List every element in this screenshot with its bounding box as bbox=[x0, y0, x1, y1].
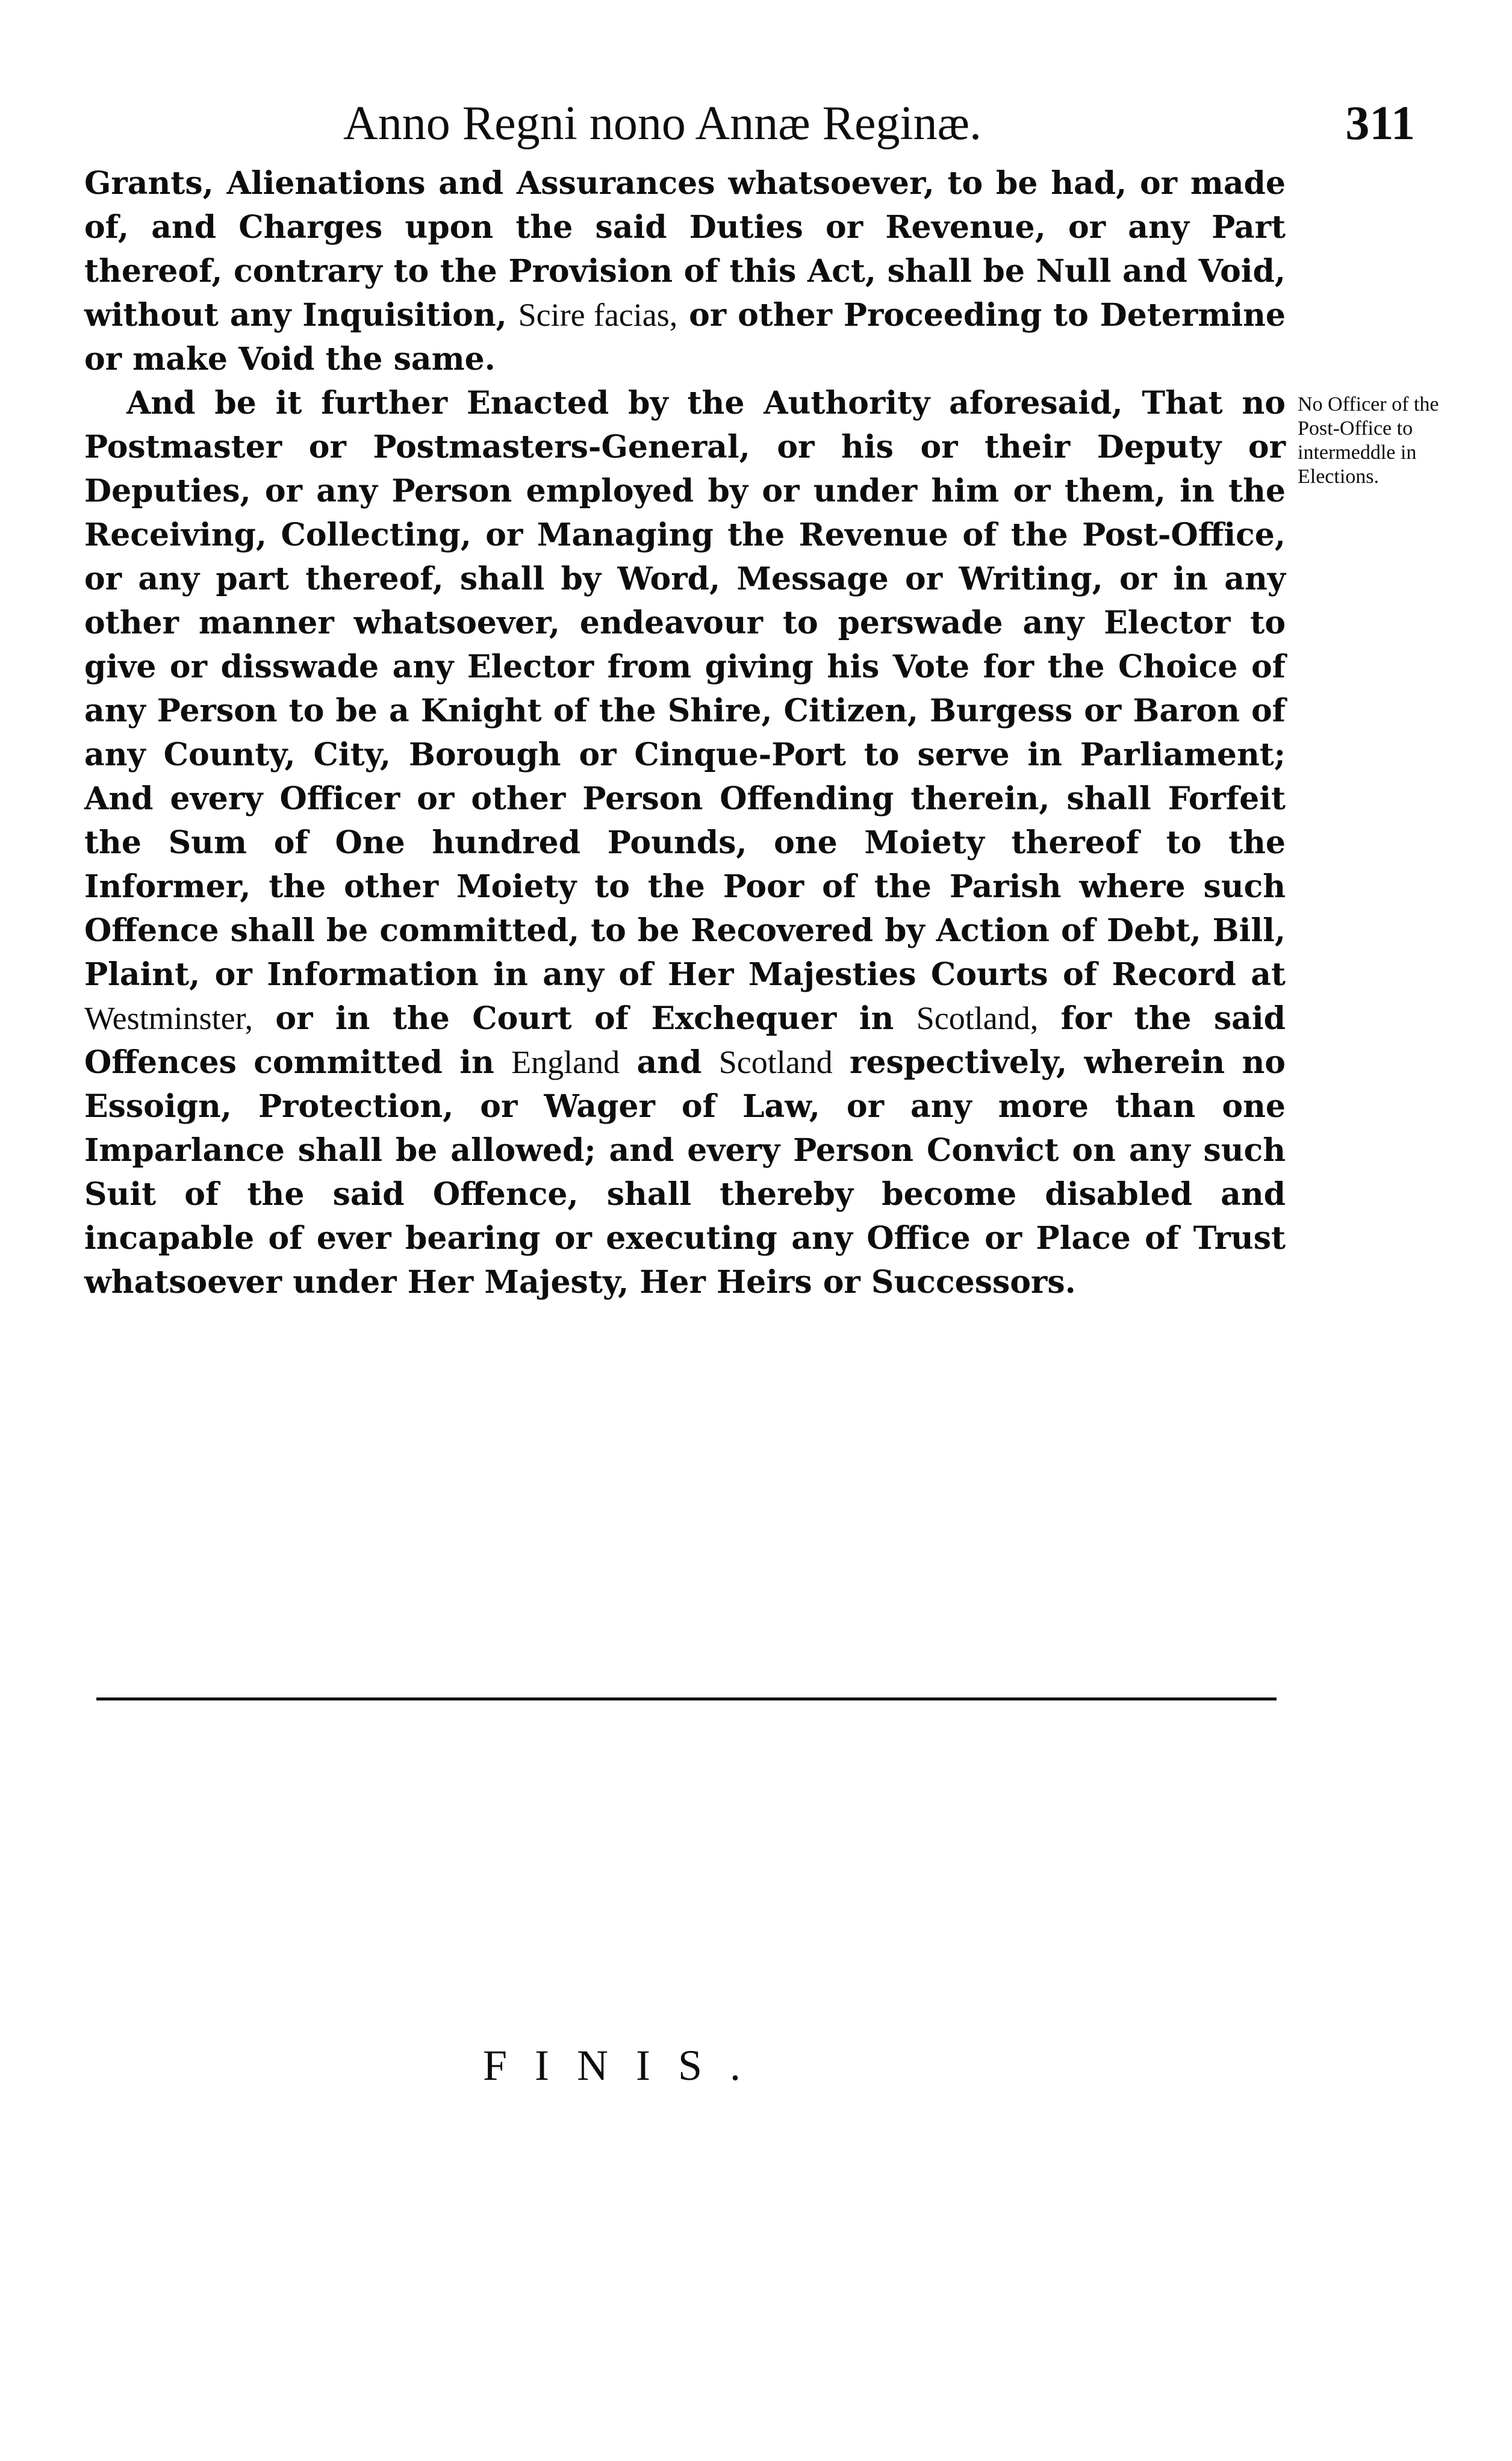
place-name-england: England bbox=[511, 1044, 620, 1080]
place-name-westminster: Westminster, bbox=[84, 1000, 253, 1036]
place-name-scotland-2: Scotland bbox=[718, 1044, 833, 1080]
paragraph-grants-text-2: or other Proceeding to Determine or make Void the same. bbox=[84, 297, 1286, 378]
page-number: 311 bbox=[1345, 97, 1415, 150]
paragraph-enactment-text-5: respectively, wherein no Essoign, Protection, or Wager of Law, or any more than one Imparlance shall be allowed; and every Person Convict on any such Suit of the said Offence, shall thereby become disabled and incapable of ever bearing or executing any Office or Place of Trust whatsoever under Her Majesty, Her Heirs or Successors. bbox=[84, 1044, 1286, 1301]
running-title: Anno Regni nono Annæ Reginæ. bbox=[343, 97, 982, 150]
body-text bbox=[84, 161, 1286, 1304]
running-head bbox=[90, 90, 1415, 157]
paragraph-grants-text-1: Grants, Alienations and Assurances whatsoever, to be had, or made of, and Charges upon the said Duties or Revenue, or any Part thereof, contrary to the Provision of this Act, shall be Null and Void, without any Inquisition, bbox=[84, 165, 1286, 334]
paragraph-grants bbox=[84, 161, 1286, 381]
horizontal-rule bbox=[96, 1697, 1277, 1700]
finis-label: FINIS. bbox=[483, 2041, 769, 2089]
latin-term-scire-facias: Scire facias, bbox=[518, 297, 678, 333]
paragraph-enactment-text-2: or in the Court of Exchequer in bbox=[275, 1000, 894, 1037]
margin-note: No Officer of the Post-Office to intermeddle in Elections. bbox=[1298, 393, 1439, 488]
paragraph-enactment-text-1: And be it further Enacted by the Authority aforesaid, That no Postmaster or Postmasters-General, or his or their Deputy or Deputies, or any Person employed by or under him or them, in the Receiving, Collecting, or Managing the Revenue of the Post-Office, or any part thereof, shall by Word, Message or Writing, or in any other manner whatsoever, endeavour to perswade any Elector to give or disswade any Elector from giving his Vote for the Choice of any Person to be a Knight of the Shire, Citizen, Burgess or Baron of any County, City, Borough or Cinque-Port to serve in Parliament; And every Officer or other Person Offending therein, shall Forfeit the Sum of One hundred Pounds, one Moiety thereof to the Informer, the other Moiety to the Poor of the Parish where such Offence shall be committed, to be Recovered by Action of Debt, Bill, Plaint, or Information in any of Her Majesties Courts of Record at bbox=[84, 385, 1286, 993]
paragraph-enactment bbox=[84, 381, 1286, 1304]
place-name-scotland-1: Scotland, bbox=[916, 1000, 1039, 1036]
paragraph-enactment-text-4: and bbox=[636, 1044, 702, 1081]
paragraph-enactment-text-3: for the said Offences committed in bbox=[84, 1000, 1286, 1081]
